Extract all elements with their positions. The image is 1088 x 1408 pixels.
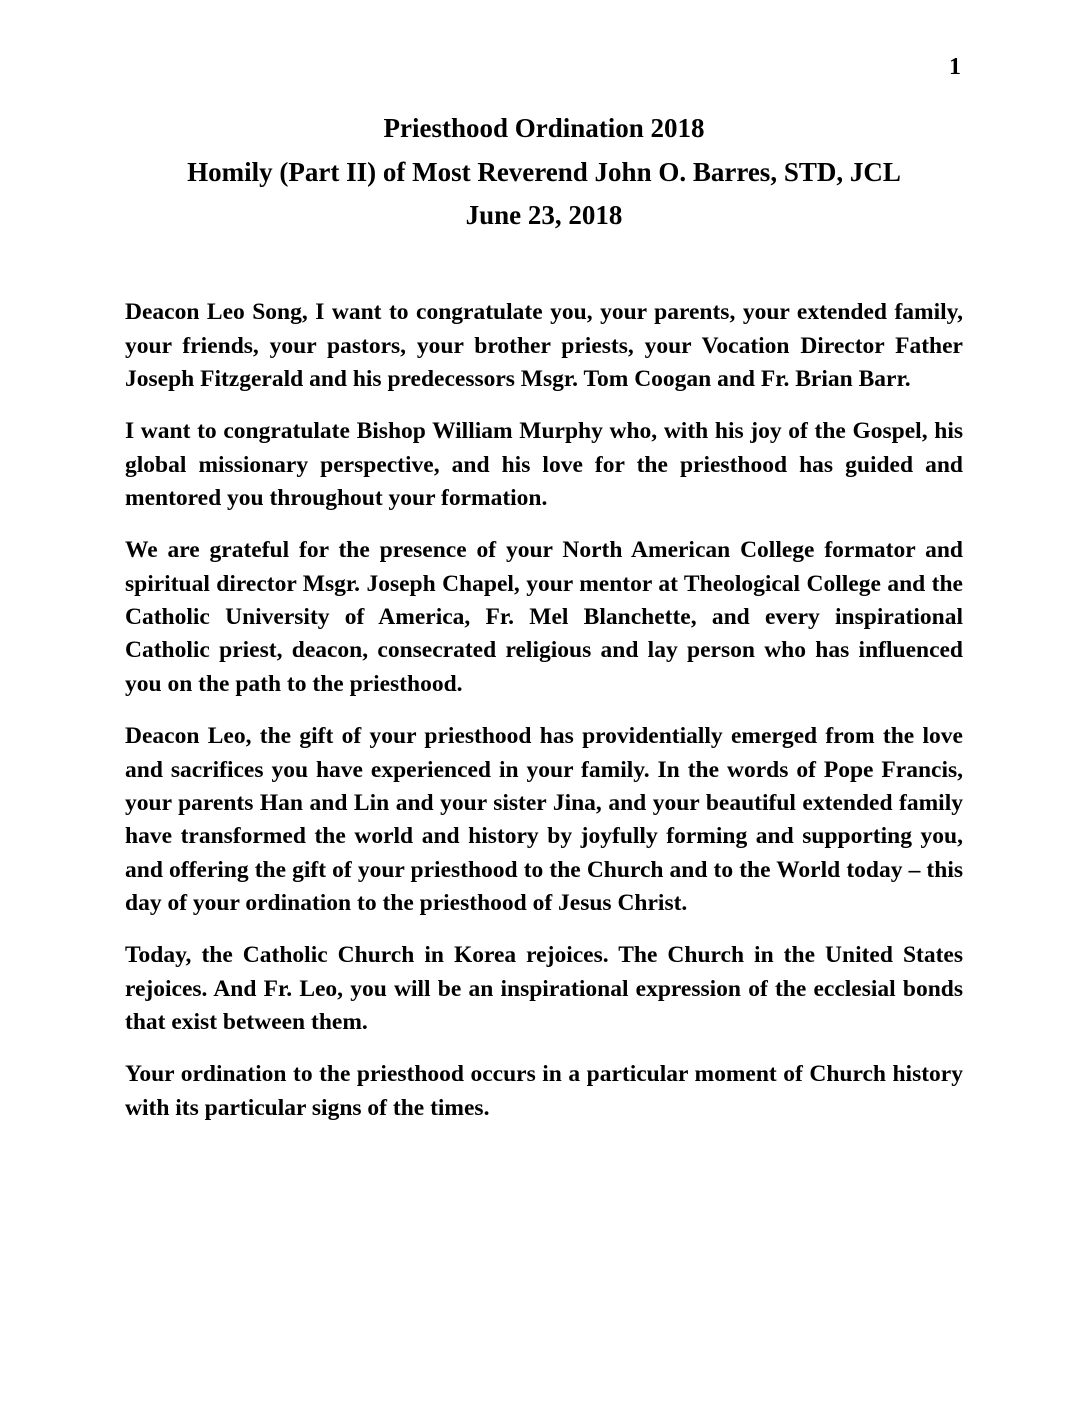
body-paragraph: We are grateful for the presence of your North American College formator and spiritual director Msgr. Joseph Chapel, your mentor at Theological College and the Catholic University of America, Fr. Mel Blanchette, and every inspirational Catholic priest, deacon, consecrated religious and lay person who has influenced you on the path to the priesthood. xyxy=(125,537,963,697)
body-paragraph: Deacon Leo, the gift of your priesthood has providentially emerged from the love and sacrifices you have experienced in your family. In the words of Pope Francis, your parents Han and Lin and your sister Jina, and your beautiful extended family have transformed the world and history by joyfully forming and supporting you, and offering the gift of your priesthood to the Church and to the World today – this day of your ordination to the priesthood of Jesus Christ. xyxy=(125,723,963,916)
body-paragraph: Deacon Leo Song, I want to congratulate you, your parents, your extended family, your friends, your pastors, your brother priests, your Vocation Director Father Joseph Fitzgerald and his predecessors Msgr. Tom Coogan and Fr. Brian Barr. xyxy=(125,299,963,392)
document-title-line-3: June 23, 2018 xyxy=(465,200,623,231)
body-paragraph: I want to congratulate Bishop William Murphy who, with his joy of the Gospel, his global missionary perspective, and his love for the priesthood has guided and mentored you throughout your formation. xyxy=(125,418,963,511)
document-title-line-2: Homily (Part II) of Most Reverend John O. Barres, STD, JCL xyxy=(187,156,901,187)
document-body xyxy=(125,296,963,1125)
body-paragraph: Today, the Catholic Church in Korea rejoices. The Church in the United States rejoices. And Fr. Leo, you will be an inspirational expression of the ecclesial bonds that exist between them. xyxy=(125,942,963,1036)
page-number: 1 xyxy=(949,54,961,80)
document-title-line-1: Priesthood Ordination 2018 xyxy=(383,113,705,143)
title-block xyxy=(125,107,963,238)
body-paragraph: Your ordination to the priesthood occurs in a particular moment of Church history with its particular signs of the times. xyxy=(125,1061,963,1121)
